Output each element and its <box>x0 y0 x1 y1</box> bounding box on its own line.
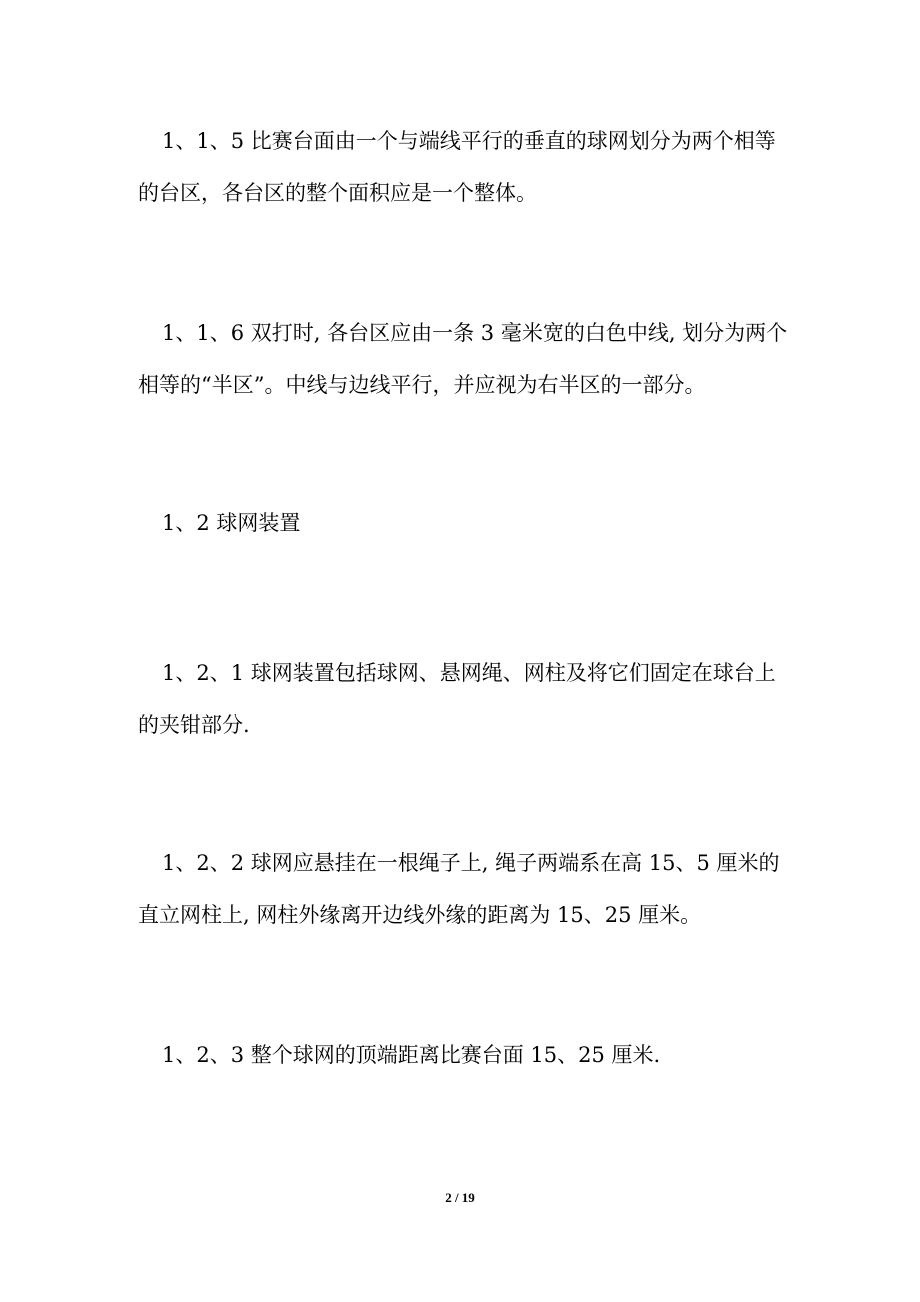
paragraph-1-1-6: 1、1、6 双打时, 各台区应由一条 3 毫米宽的白色中线, 划分为两个相等的“半区”。中线与边线平行，并应视为右半区的一部分。 <box>138 321 788 397</box>
paragraph-1-2-2: 1、2、2 球网应悬挂在一根绳子上, 绳子两端系在高 15、5 厘米的直立网柱上, 网柱外缘离开边线外缘的距离为 15、25 厘米。 <box>138 851 780 927</box>
paragraph-1-2-3: 1、2、3 整个球网的顶端距离比赛台面 15、25 厘米. <box>162 1043 661 1067</box>
paragraph-1-1-5: 1、1、5 比赛台面由一个与端线平行的垂直的球网划分为两个相等的台区，各台区的整个面积应是一个整体。 <box>138 129 776 205</box>
paragraph-1-2-1: 1、2、1 球网装置包括球网、悬网绳、网柱及将它们固定在球台上的夹钳部分. <box>138 661 776 737</box>
page-number: 2 / 19 <box>445 1190 475 1205</box>
section-heading-1-2: 1、2 球网装置 <box>162 511 301 535</box>
